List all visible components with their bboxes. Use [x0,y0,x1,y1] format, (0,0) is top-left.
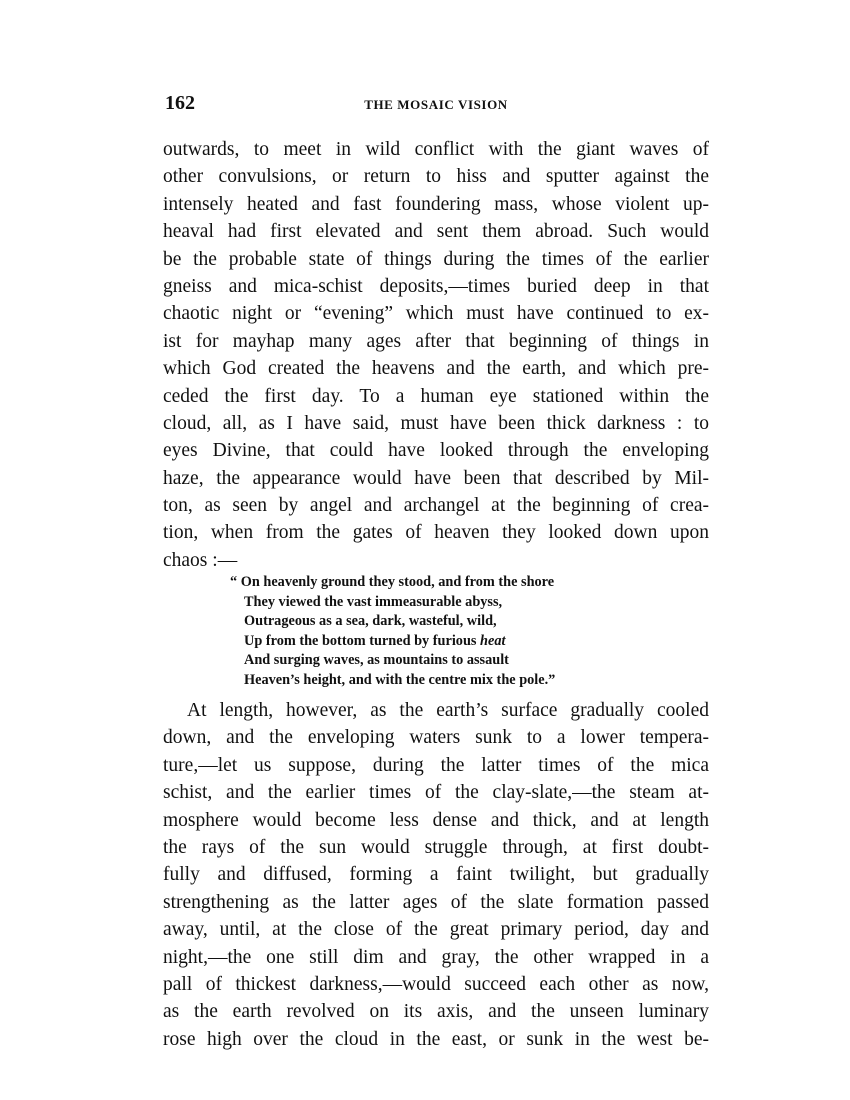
verse-line: And surging waves, as mountains to assault [244,652,509,668]
paragraph [163,136,709,574]
text-line: strengthening as the latter ages of the slate formation passed [163,891,709,913]
verse-line: They viewed the vast immeasurable abyss, [244,593,503,610]
text-line: which God created the heavens and the earth, and which pre- [163,358,709,380]
text-line: ton, as seen by angel and archangel at the beginning of crea- [163,495,709,517]
text-line: chaotic night or “evening” which must have continued to ex- [163,303,709,325]
text-line: tion, when from the gates of heaven they looked down upon [163,522,709,544]
paragraph [163,697,709,1053]
verse-line: Heaven’s height, and with the centre mix the pole.” [244,671,556,688]
text-line: cloud, all, as I have said, must have been thick darkness : to [163,412,709,434]
text-line: be the probable state of things during the times of the earlier [163,248,709,270]
text-line: intensely heated and fast foundering mass, whose violent up- [163,193,709,215]
italic-word: heat [480,632,506,649]
verse-line: Outrageous as a sea, dark, wasteful, wild, [244,613,497,629]
page-header [165,92,707,114]
text-line: schist, and the earlier times of the clay-slate,—the steam at- [163,782,709,804]
text-line: heaval had first elevated and sent them abroad. Such would [163,221,709,243]
running-head: THE MOSAIC VISION [364,97,508,112]
text-line: rose high over the cloud in the east, or sunk in the west be- [163,1028,709,1050]
text-line: down, and the enveloping waters sunk to a lower tempera- [163,727,709,749]
verse-line-text: Up from the bottom turned by furious [244,632,477,649]
text-line: other convulsions, or return to hiss and sputter against the [163,166,709,188]
verse-line [230,632,650,652]
verse-quotation [230,573,650,690]
text-line: night,—the one still dim and gray, the other wrapped in a [163,946,709,968]
text-line: outwards, to meet in wild conflict with the giant waves of [163,139,709,160]
page-number: 162 [165,92,195,114]
text-line: the rays of the sun would struggle through, at first doubt- [163,836,709,858]
text-line: ceded the first day. To a human eye stationed within the [163,385,709,407]
text-line: eyes Divine, that could have looked through the enveloping [163,440,709,462]
text-line: pall of thickest darkness,—would succeed each other as now, [163,973,709,995]
text-line: mosphere would become less dense and thick, and at length [163,809,709,831]
verse-line: “ On heavenly ground they stood, and from the shore [230,574,555,590]
text-line: chaos :— [163,549,238,571]
text-line: ist for mayhap many ages after that beginning of things in [163,330,709,352]
text-line: haze, the appearance would have been that described by Mil- [163,467,709,489]
text-line: gneiss and mica-schist deposits,—times buried deep in that [163,275,709,297]
text-line: ture,—let us suppose, during the latter times of the mica [163,754,709,776]
text-line: fully and diffused, forming a faint twilight, but gradually [163,864,709,886]
text-line: away, until, at the close of the great primary period, day and [163,919,709,941]
text-line: At length, however, as the earth’s surface gradually cooled [187,700,709,721]
text-line: as the earth revolved on its axis, and the unseen luminary [163,1001,709,1023]
